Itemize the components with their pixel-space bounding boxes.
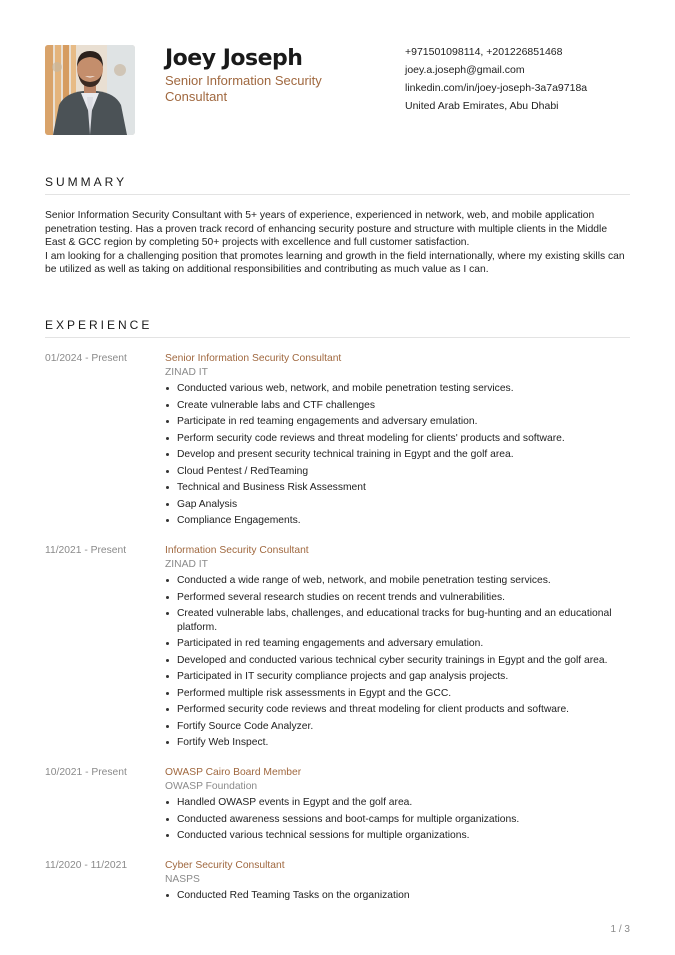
job-bullet: Gap Analysis	[165, 498, 630, 512]
contact-location: United Arab Emirates, Abu Dhabi	[405, 100, 559, 112]
job-bullets	[165, 889, 630, 903]
job-bullet: Cloud Pentest / RedTeaming	[165, 465, 630, 479]
job-title: Senior Information Security Consultant	[165, 353, 342, 364]
job-company: OWASP Foundation	[165, 781, 258, 792]
contact-phone: +971501098114, +201226851468	[405, 46, 563, 58]
job-bullet: Developed and conducted various technical cyber security trainings in Egypt and the golf area.	[165, 654, 630, 668]
candidate-role: Senior Information Security Consultant	[165, 73, 322, 104]
summary-heading: SUMMARY	[45, 175, 128, 189]
job-bullet: Conducted awareness sessions and boot-camps for multiple organizations.	[165, 813, 630, 827]
job-title: Cyber Security Consultant	[165, 860, 285, 871]
candidate-name: Joey Joseph	[165, 46, 303, 71]
job-bullet: Perform security code reviews and threat modeling for clients' products and software.	[165, 432, 630, 446]
person-photo-icon	[45, 45, 135, 135]
job-bullet: Created vulnerable labs, challenges, and educational tracks for bug-hunting and an educational platform.	[165, 607, 630, 634]
job-bullet: Performed security code reviews and threat modeling for client products and software.	[165, 703, 630, 717]
job-title: OWASP Cairo Board Member	[165, 767, 302, 778]
job-company: NASPS	[165, 874, 200, 885]
job-title: Information Security Consultant	[165, 545, 309, 556]
job-bullet: Conducted various technical sessions for multiple organizations.	[165, 829, 630, 843]
job-bullet: Participated in red teaming engagements and adversary emulation.	[165, 637, 630, 651]
job-date: 01/2024 - Present	[45, 353, 127, 364]
job-bullets	[165, 382, 630, 528]
job-bullet: Technical and Business Risk Assessment	[165, 481, 630, 495]
job-bullet: Conducted a wide range of web, network, and mobile penetration testing services.	[165, 574, 630, 588]
job-company: ZINAD IT	[165, 559, 208, 570]
job-company: ZINAD IT	[165, 367, 208, 378]
contact-linkedin[interactable]: linkedin.com/in/joey-joseph-3a7a9718a	[405, 82, 588, 94]
job-bullet: Performed several research studies on recent trends and vulnerabilities.	[165, 591, 630, 605]
job-bullet: Handled OWASP events in Egypt and the golf area.	[165, 796, 630, 810]
job-bullet: Create vulnerable labs and CTF challenges	[165, 399, 630, 413]
job-bullet: Participated in IT security compliance projects and gap analysis projects.	[165, 670, 630, 684]
contact-email[interactable]: joey.a.joseph@gmail.com	[405, 64, 525, 76]
job-date: 10/2021 - Present	[45, 767, 127, 778]
job-bullet: Develop and present security technical training in Egypt and the golf area.	[165, 448, 630, 462]
job-bullet: Fortify Source Code Analyzer.	[165, 720, 630, 734]
contact-block	[405, 43, 587, 115]
page-indicator: 1 / 3	[610, 924, 630, 935]
summary-paragraph: I am looking for a challenging position that promotes learning and growth in the field internationally, where my existing skills can be utilized as well as taking on additional responsibilities and contributing as much value as I can.	[45, 250, 625, 275]
experience-divider	[45, 337, 630, 338]
job-bullet: Conducted various web, network, and mobile penetration testing services.	[165, 382, 630, 396]
job-bullets	[165, 796, 630, 843]
job-bullet: Fortify Web Inspect.	[165, 736, 630, 750]
summary-text	[45, 209, 630, 277]
summary-paragraph: Senior Information Security Consultant with 5+ years of experience, experienced in network, web, and mobile application penetration testing. Has a proven track record of enhancing security posture and structure with multiple clients in the Middle East & GCC region by completing 50+ projects with excellence and full customer satisfaction.	[45, 210, 608, 248]
job-bullet: Conducted Red Teaming Tasks on the organization	[165, 889, 630, 903]
job-bullet: Performed multiple risk assessments in Egypt and the GCC.	[165, 687, 630, 701]
profile-photo	[45, 45, 135, 135]
experience-heading: EXPERIENCE	[45, 318, 153, 332]
job-date: 11/2021 - Present	[45, 545, 127, 556]
summary-divider	[45, 194, 630, 195]
job-bullet: Compliance Engagements.	[165, 514, 630, 528]
job-bullets	[165, 574, 630, 750]
job-bullet: Participate in red teaming engagements and adversary emulation.	[165, 415, 630, 429]
job-date: 11/2020 - 11/2021	[45, 860, 128, 871]
